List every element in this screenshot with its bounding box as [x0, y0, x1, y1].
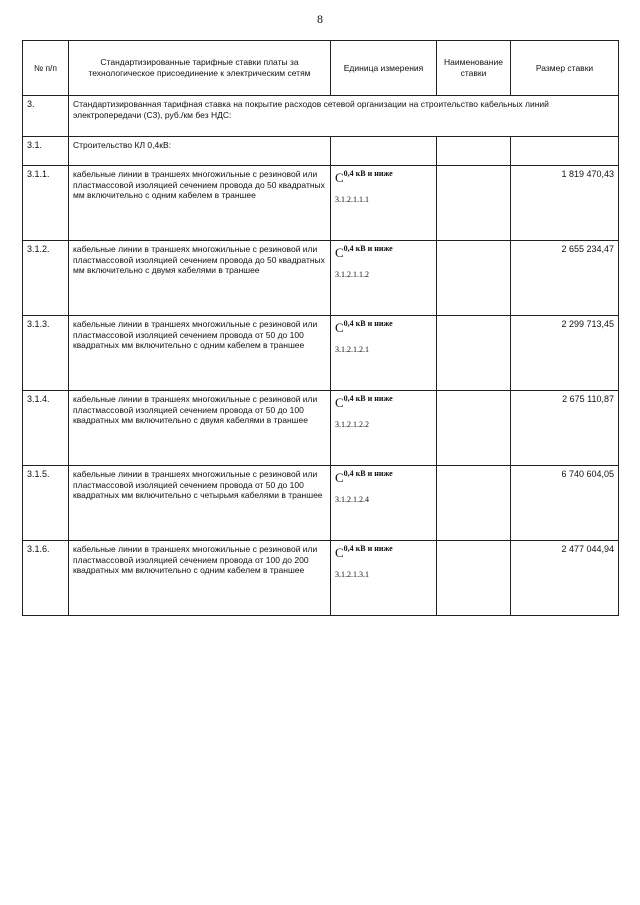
row-name: кабельные линии в траншеях многожильные с резиновой или пластмассовой изоляцией сечением провода до 50 квадратных мм включительно с двумя кабелями в траншее [69, 241, 331, 316]
rate-symbol-index: 3.1.2.1.2.1 [335, 345, 369, 355]
table-row [23, 166, 619, 241]
subsection-num: 3.1. [23, 137, 69, 166]
row-unit [331, 541, 437, 616]
rate-symbol-index: 3.1.2.1.1.1 [335, 195, 369, 205]
rate-symbol-letter: C [335, 170, 344, 185]
rate-symbol-index: 3.1.2.1.2.4 [335, 495, 369, 505]
rate-symbol-letter: C [335, 245, 344, 260]
rate-symbol [335, 169, 393, 205]
table-row [23, 316, 619, 391]
header-rate-name: Наименование ставки [437, 41, 511, 96]
section-text: Стандартизированная тарифная ставка на покрытие расходов сетевой организации на строительство кабельных линий электропередачи (С3), руб./км без НДС: [69, 96, 619, 137]
row-unit [331, 166, 437, 241]
row-name: кабельные линии в траншеях многожильные с резиновой или пластмассовой изоляцией сечением провода от 50 до 100 квадратных мм включительно с двумя кабелями в траншее [69, 391, 331, 466]
rate-symbol-voltage: 0,4 кВ и ниже [343, 544, 393, 553]
rate-symbol-letter: C [335, 320, 344, 335]
row-rate-value: 6 740 604,05 [511, 466, 619, 541]
table-row [23, 391, 619, 466]
subsection-row [23, 137, 619, 166]
row-name: кабельные линии в траншеях многожильные с резиновой или пластмассовой изоляцией сечением провода от 50 до 100 квадратных мм включительно с четырьмя кабелями в траншее [69, 466, 331, 541]
row-unit [331, 316, 437, 391]
row-num: 3.1.4. [23, 391, 69, 466]
row-rate-value: 2 675 110,87 [511, 391, 619, 466]
rate-symbol [335, 319, 393, 355]
section-row [23, 96, 619, 137]
subsection-text: Строительство КЛ 0,4кВ: [69, 137, 331, 166]
table-row [23, 466, 619, 541]
row-rate-name [437, 241, 511, 316]
rate-symbol [335, 394, 393, 430]
rate-symbol [335, 544, 393, 580]
table-header-row [23, 41, 619, 96]
subsection-rate-value-cell [511, 137, 619, 166]
rate-symbol-index: 3.1.2.1.2.2 [335, 420, 369, 430]
row-rate-value: 2 299 713,45 [511, 316, 619, 391]
row-rate-value: 2 655 234,47 [511, 241, 619, 316]
rate-symbol [335, 244, 393, 280]
rate-symbol-voltage: 0,4 кВ и ниже [343, 394, 393, 403]
row-rate-value: 1 819 470,43 [511, 166, 619, 241]
subsection-unit-cell [331, 137, 437, 166]
row-rate-name [437, 316, 511, 391]
row-rate-name [437, 466, 511, 541]
table-row [23, 241, 619, 316]
row-rate-name [437, 166, 511, 241]
subsection-rate-name-cell [437, 137, 511, 166]
row-num: 3.1.3. [23, 316, 69, 391]
rate-symbol-voltage: 0,4 кВ и ниже [343, 469, 393, 478]
tariff-table [22, 40, 619, 616]
rate-symbol [335, 469, 393, 505]
header-rate-value: Размер ставки [511, 41, 619, 96]
rate-symbol-index: 3.1.2.1.1.2 [335, 270, 369, 280]
row-num: 3.1.1. [23, 166, 69, 241]
row-num: 3.1.2. [23, 241, 69, 316]
rate-symbol-letter: C [335, 395, 344, 410]
row-unit [331, 466, 437, 541]
header-num: № п/п [23, 41, 69, 96]
header-name: Стандартизированные тарифные ставки платы за технологическое присоединение к электрическим сетям [69, 41, 331, 96]
row-name: кабельные линии в траншеях многожильные с резиновой или пластмассовой изоляцией сечением провода от 100 до 200 квадратных мм включительно с одним кабелем в траншее [69, 541, 331, 616]
row-rate-name [437, 541, 511, 616]
table-row [23, 541, 619, 616]
rate-symbol-index: 3.1.2.1.3.1 [335, 570, 369, 580]
rate-symbol-voltage: 0,4 кВ и ниже [343, 319, 393, 328]
row-unit [331, 391, 437, 466]
rate-symbol-letter: C [335, 470, 344, 485]
section-num: 3. [23, 96, 69, 137]
row-unit [331, 241, 437, 316]
rate-symbol-voltage: 0,4 кВ и ниже [343, 169, 393, 178]
row-rate-value: 2 477 044,94 [511, 541, 619, 616]
rate-symbol-letter: C [335, 545, 344, 560]
header-unit: Единица измерения [331, 41, 437, 96]
row-name: кабельные линии в траншеях многожильные с резиновой или пластмассовой изоляцией сечением провода до 50 квадратных мм включительно с одним кабелем в траншее [69, 166, 331, 241]
rate-symbol-voltage: 0,4 кВ и ниже [343, 244, 393, 253]
row-num: 3.1.5. [23, 466, 69, 541]
row-num: 3.1.6. [23, 541, 69, 616]
row-name: кабельные линии в траншеях многожильные с резиновой или пластмассовой изоляцией сечением провода от 50 до 100 квадратных мм включительно с одним кабелем в траншее [69, 316, 331, 391]
row-rate-name [437, 391, 511, 466]
page-number: 8 [317, 12, 323, 26]
